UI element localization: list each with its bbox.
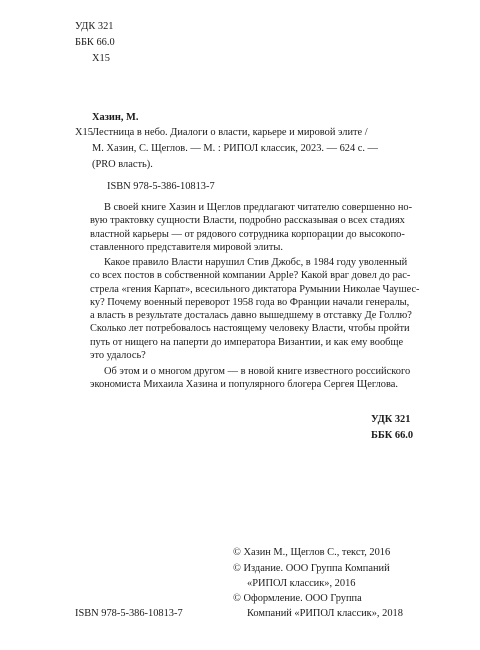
- annotation-line: со всех постов в собственной компании Apple? Какой враг довел до рас-: [90, 270, 411, 282]
- catalog-description-line: (PRO власть).: [92, 159, 153, 170]
- bottom-udk-code: УДК 321: [371, 414, 411, 425]
- copyright-line: © Оформление. ООО Группа: [233, 593, 362, 604]
- annotation-paragraph: [90, 256, 440, 362]
- annotation-line: властной карьеры — от рядового сотрудника корпорации до высокопо-: [90, 228, 405, 240]
- bottom-bbk-code: ББК 66.0: [371, 430, 414, 441]
- annotation-line: В своей книге Хазин и Щеглов предлагают читателю совершенно но-: [104, 202, 413, 213]
- annotation-paragraph: [90, 201, 440, 254]
- annotation-line: Об этом и о многом другом — в новой книге известного российского: [104, 366, 411, 377]
- annotation-line: стрела «гения Карпат», всесильного диктатора Румынии Николае Чаушес-: [90, 283, 420, 295]
- annotation-line: Какое правило Власти нарушил Стив Джобс, в 1984 году уволенный: [104, 257, 408, 268]
- annotation-line: вую трактовку сущности Власти, подробно рассказывая о всех стадиях: [90, 215, 405, 227]
- annotation-paragraph: [90, 365, 440, 392]
- udk-code: УДК 321: [75, 21, 114, 32]
- author-mark: Х15: [92, 53, 110, 64]
- annotation-line: экономиста Михаила Хазина и популярного блогера Сергея Щеглова.: [90, 379, 398, 391]
- catalog-author: Хазин, М.: [92, 112, 139, 123]
- catalog-description-line: Лестница в небо. Диалоги о власти, карьере и мировой элите /: [92, 127, 368, 138]
- annotation-line: Сколько лет потребовалось настоящему человеку Власти, чтобы пройти: [90, 323, 410, 335]
- catalog-description-line: М. Хазин, С. Щеглов. — М. : РИПОЛ классик, 2023. — 624 с. —: [92, 143, 378, 154]
- catalog-author-mark: Х15: [75, 127, 93, 138]
- annotation-line: это удалось?: [90, 350, 146, 362]
- annotation-line: ставленного представителя мировой элиты.: [90, 241, 284, 253]
- annotation-line: а власть в результате досталась давно вышедшему в отставку Де Голлю?: [90, 310, 412, 322]
- annotation-line: ку? Почему военный переворот 1958 года во Франции начали генералы,: [90, 296, 410, 308]
- copyright-line: © Издание. ООО Группа Компаний: [233, 563, 390, 574]
- copyright-line: © Хазин М., Щеглов С., текст, 2016: [233, 547, 391, 558]
- bbk-code: ББК 66.0: [75, 37, 115, 48]
- catalog-isbn: ISBN 978-5-386-10813-7: [107, 181, 215, 192]
- annotation-line: путь от нищего на паперти до императора Византии, и как ему вообще: [90, 336, 404, 348]
- copyright-line: «РИПОЛ классик», 2016: [247, 578, 356, 589]
- copyright-line: Компаний «РИПОЛ классик», 2018: [247, 608, 403, 619]
- footer-isbn: ISBN 978-5-386-10813-7: [75, 608, 183, 619]
